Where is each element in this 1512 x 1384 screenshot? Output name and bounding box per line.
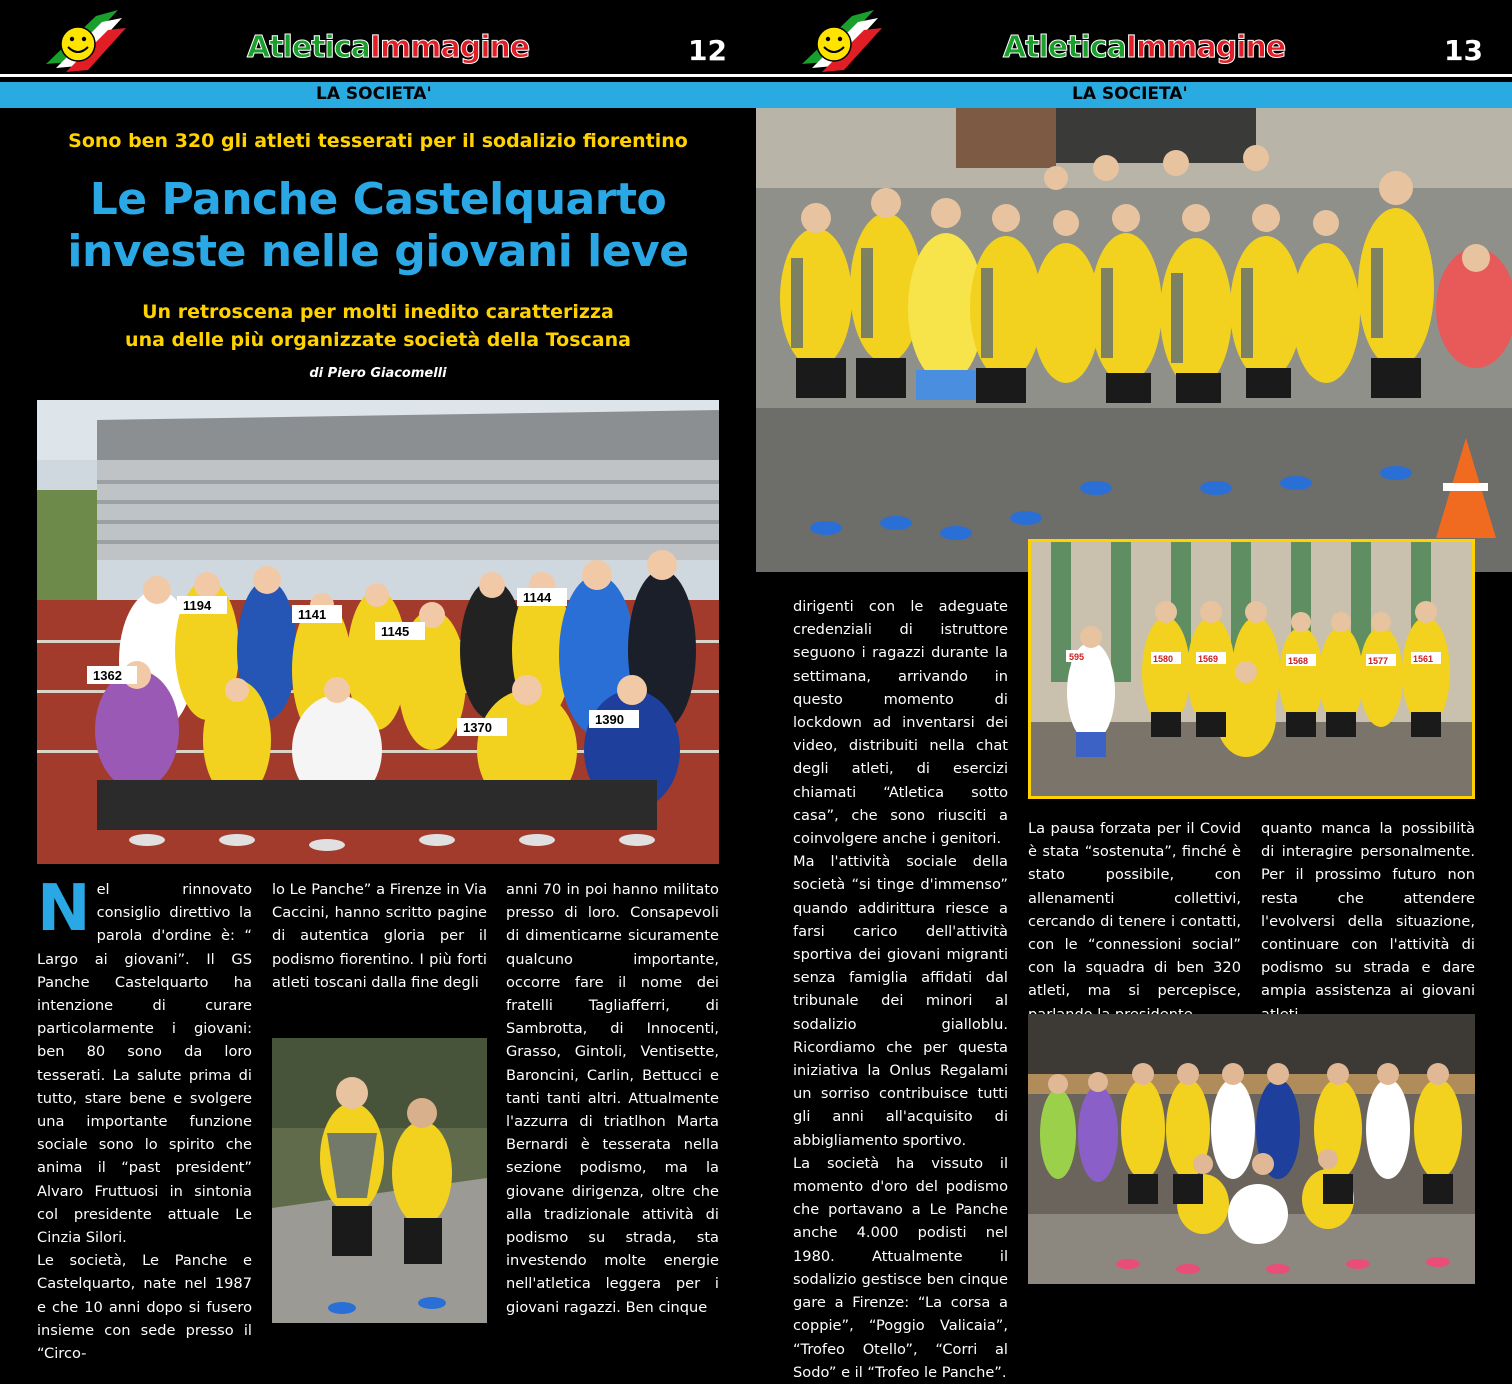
bib-label: 1577 <box>1368 656 1389 666</box>
team-photo-night <box>1028 1014 1475 1284</box>
article-column-5: La pausa forzata per il Covid è stata “sostenuta”, finché è stato possibile, con allenamenti collettivi, cercando di tenere i contatti, con le “connessioni social” con la squadra di ben 320 atleti, ma si percepisce, <box>1028 820 1241 1000</box>
header-rule <box>0 74 756 77</box>
masthead-part1: Atletica <box>247 30 370 65</box>
column-4-paragraph-1: dirigenti con le adeguate credenziali di istruttore seguono i ragazzi durante la settimana, arrivando in questo momento di lockdown ad inventarsi dei video, distribuiti nella chat degli atleti, di esercizi chiamati “Atletica sotto casa”, che sono riusciti a coinvolgere anche i genitori. <box>793 598 1008 848</box>
article-subhead <box>0 298 756 354</box>
column-4-paragraph-2: Ma l'attività sociale della società “si tinge d'immenso” quando addirittura riesce a farsi carico dell'attività sportiva dei giovani migranti senza famiglia affidati dal tribunale dei minori al sodalizio gialloblu. Ricordiamo che per questa iniziativa la Onlus Regalami un sorriso contribuisce tutti gli anni all'acquisito di abbigliamento sportivo. <box>793 853 1008 1149</box>
header-rule <box>756 74 1512 77</box>
runners-photo <box>272 1038 487 1323</box>
subhead-line-1: Un retroscena per molti inedito caratterizza <box>142 301 614 323</box>
article-kicker: Sono ben 320 gli atleti tesserati per il sodalizio fiorentino <box>68 130 688 152</box>
bib-label: 1194 <box>183 598 212 613</box>
bib-label: 1141 <box>298 607 327 622</box>
bib-label: 1144 <box>523 590 552 605</box>
team-photo-duomo <box>1028 539 1475 799</box>
column-1-paragraph-2: Le società, Le Panche e Castelquarto, nate nel 1987 e che 10 anni dopo si fusero insieme con sede presso il “Circo- <box>37 1252 252 1363</box>
headline-line-1: Le Panche Castelquarto <box>89 174 667 225</box>
column-1-paragraph-1: el rinnovato consiglio direttivo la parola d'ordine è: “ Largo ai giovani”. Il GS Panche Castelquarto ha intenzione di curare particolarmente i giovani: ben 80 sono da loro tesserati. La salute prima di tutto, stare bene e svolgere una importante funzione sociale sono lo spirito che anima il “past president” Alvaro Fruttuosi in sintonia col presidente attuale Le Cinzia Silori. <box>37 881 252 1247</box>
article-column-6: quanto manca la possibilità di interagire personalmente. Per il prossimo futuro non resta che attendere l'evolversi della situazione, continuare con l'attività di podismo su strada e dare ampia assistenza ai giovani <box>1261 820 1475 1000</box>
bib-label: 595 <box>1069 652 1085 662</box>
regalami-un-sorriso-logo-icon <box>36 4 128 74</box>
article-column-1 <box>37 872 252 1363</box>
bib-label: 1145 <box>381 624 410 639</box>
masthead-part2: Immagine <box>369 30 530 65</box>
bib-label: 1569 <box>1198 654 1219 664</box>
bib-label: 1390 <box>595 712 624 727</box>
page-number: 13 <box>1444 34 1483 67</box>
regalami-un-sorriso-logo-icon <box>792 4 884 74</box>
masthead-title <box>247 30 529 65</box>
page-12 <box>0 0 756 1363</box>
bib-label: 1568 <box>1288 656 1309 666</box>
bib-label: 1370 <box>463 720 492 735</box>
article-headline <box>0 174 756 278</box>
column-4-paragraph-3: La società ha vissuto il momento d'oro del podismo che portavano a Le Panche anche 4.000 podisti nel 1980. Attualmente il sodalizio gestisce ben cinque gare a Firenze: “La corsa a coppie”, “Poggio Valicaia”, “Trofeo Otello”, “Corri al Sodo” e il “Trofeo le Panche”. <box>793 1154 1008 1381</box>
team-photo-stadium <box>37 400 719 864</box>
article-column-2: lo Le Panche” a Firenze in Via Caccini, hanno scritto pagine di autentica gloria per il podismo fiorentino. I più forti atleti toscani dalla fine degli <box>272 881 487 991</box>
article-column-3: anni 70 in poi hanno militato presso di loro. Consapevoli di dimenticarne sicuramente qualcuno importante, occorre fare il nome dei fratelli Tagliafferri, di Sambrotta, di Innocenti, Grasso, Gintoli, Ventisette, Baroncini, Carlin, Bettucci e tanti tanti altri. Attualmente l'azzurra di triatlhon Marta Bernardi è tesserata nella sezione podismo, ma la giovane dirigenza, oltre che alla tradizionale attività di podismo su strada, sta investendo molte energie nell'atletica leggera per i giovani ragazzi. Ben cinque <box>506 881 719 1316</box>
team-photo-street <box>756 108 1512 572</box>
section-band <box>0 82 756 108</box>
masthead-title <box>1003 30 1285 65</box>
section-label: LA SOCIETA' <box>1072 84 1188 104</box>
section-band <box>756 82 1512 108</box>
page-13 <box>756 0 1512 1381</box>
subhead-line-2: una delle più organizzate società della Toscana <box>125 329 631 351</box>
bib-label: 1580 <box>1153 654 1174 664</box>
section-label: LA SOCIETA' <box>316 84 432 104</box>
masthead-part1: Atletica <box>1003 30 1126 65</box>
headline-line-2: investe nelle giovani leve <box>67 226 689 277</box>
bib-label: 1362 <box>93 668 122 683</box>
masthead-part2: Immagine <box>1125 30 1286 65</box>
article-byline: di Piero Giacomelli <box>309 366 447 381</box>
article-column-4 <box>793 595 1008 1381</box>
dropcap-letter: N <box>37 872 91 946</box>
page-number: 12 <box>688 34 727 67</box>
bib-label: 1561 <box>1413 654 1434 664</box>
